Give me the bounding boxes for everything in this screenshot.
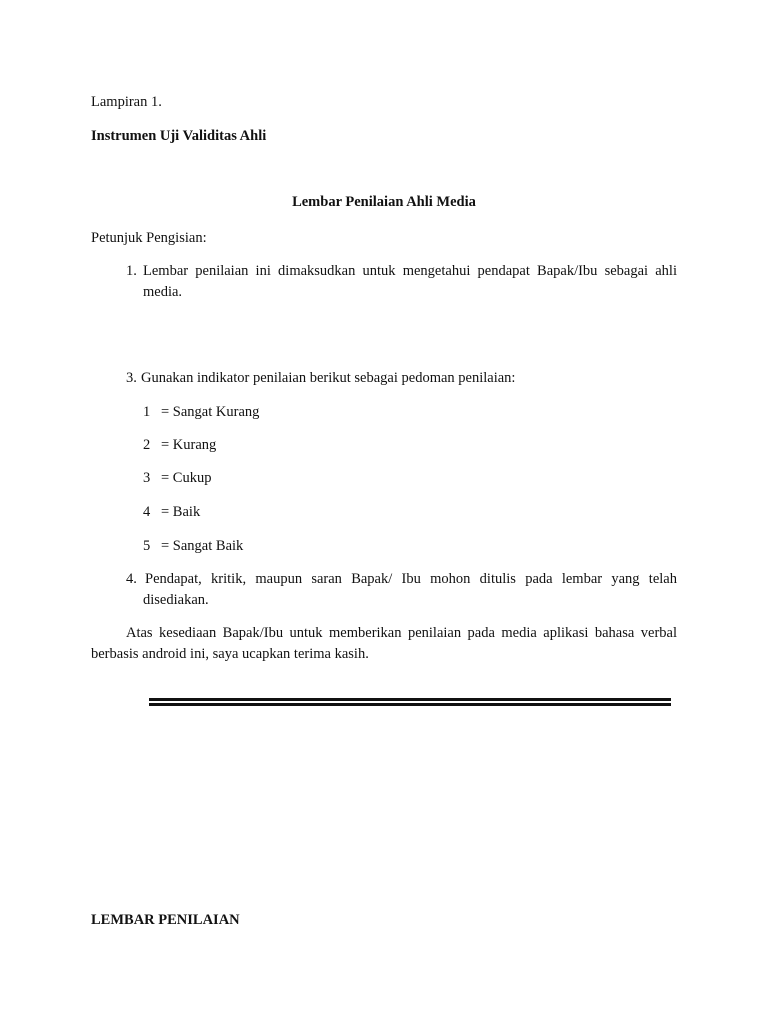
instruction-3-number: 3. — [126, 370, 137, 386]
instruction-4-number: 4. — [126, 571, 137, 587]
sheet-title: Lembar Penilaian Ahli Media — [292, 194, 476, 210]
scale-label: = Cukup — [161, 470, 212, 486]
lampiran-label: Lampiran 1. — [91, 94, 162, 110]
scale-label: = Kurang — [161, 437, 217, 453]
section-heading: LEMBAR PENILAIAN — [91, 912, 240, 928]
closing-line1: Atas kesediaan Bapak/Ibu untuk memberikan penilaian pada media aplikasi bahasa verbal — [126, 625, 677, 641]
instrument-title: Instrumen Uji Validitas Ahli — [91, 128, 267, 144]
scale-value: 2 — [143, 437, 151, 453]
scale-value: 4 — [143, 504, 151, 520]
instruction-3-text: Gunakan indikator penilaian berikut sebagai pedoman penilaian: — [141, 370, 516, 386]
closing-line2: berbasis android ini, saya ucapkan terima kasih. — [91, 646, 369, 662]
instruction-4-line1: Pendapat, kritik, maupun saran Bapak/ Ibu mohon ditulis pada lembar yang telah — [145, 571, 677, 587]
scale-label: = Baik — [161, 504, 201, 520]
scale-label: = Sangat Baik — [161, 538, 244, 554]
scale-value: 1 — [143, 404, 151, 420]
instruction-1-number: 1. — [126, 263, 137, 279]
divider-rule-top — [149, 698, 671, 701]
scale-value: 5 — [143, 538, 151, 554]
instruction-4-line2: disediakan. — [143, 592, 209, 608]
scale-value: 3 — [143, 470, 151, 486]
instruction-1-line2: media. — [143, 284, 183, 300]
instructions-heading: Petunjuk Pengisian: — [91, 230, 207, 246]
scale-label: = Sangat Kurang — [161, 404, 260, 420]
instruction-1-line1: Lembar penilaian ini dimaksudkan untuk mengetahui pendapat Bapak/Ibu sebagai ahli — [143, 263, 677, 279]
divider-rule-bottom — [149, 703, 671, 706]
